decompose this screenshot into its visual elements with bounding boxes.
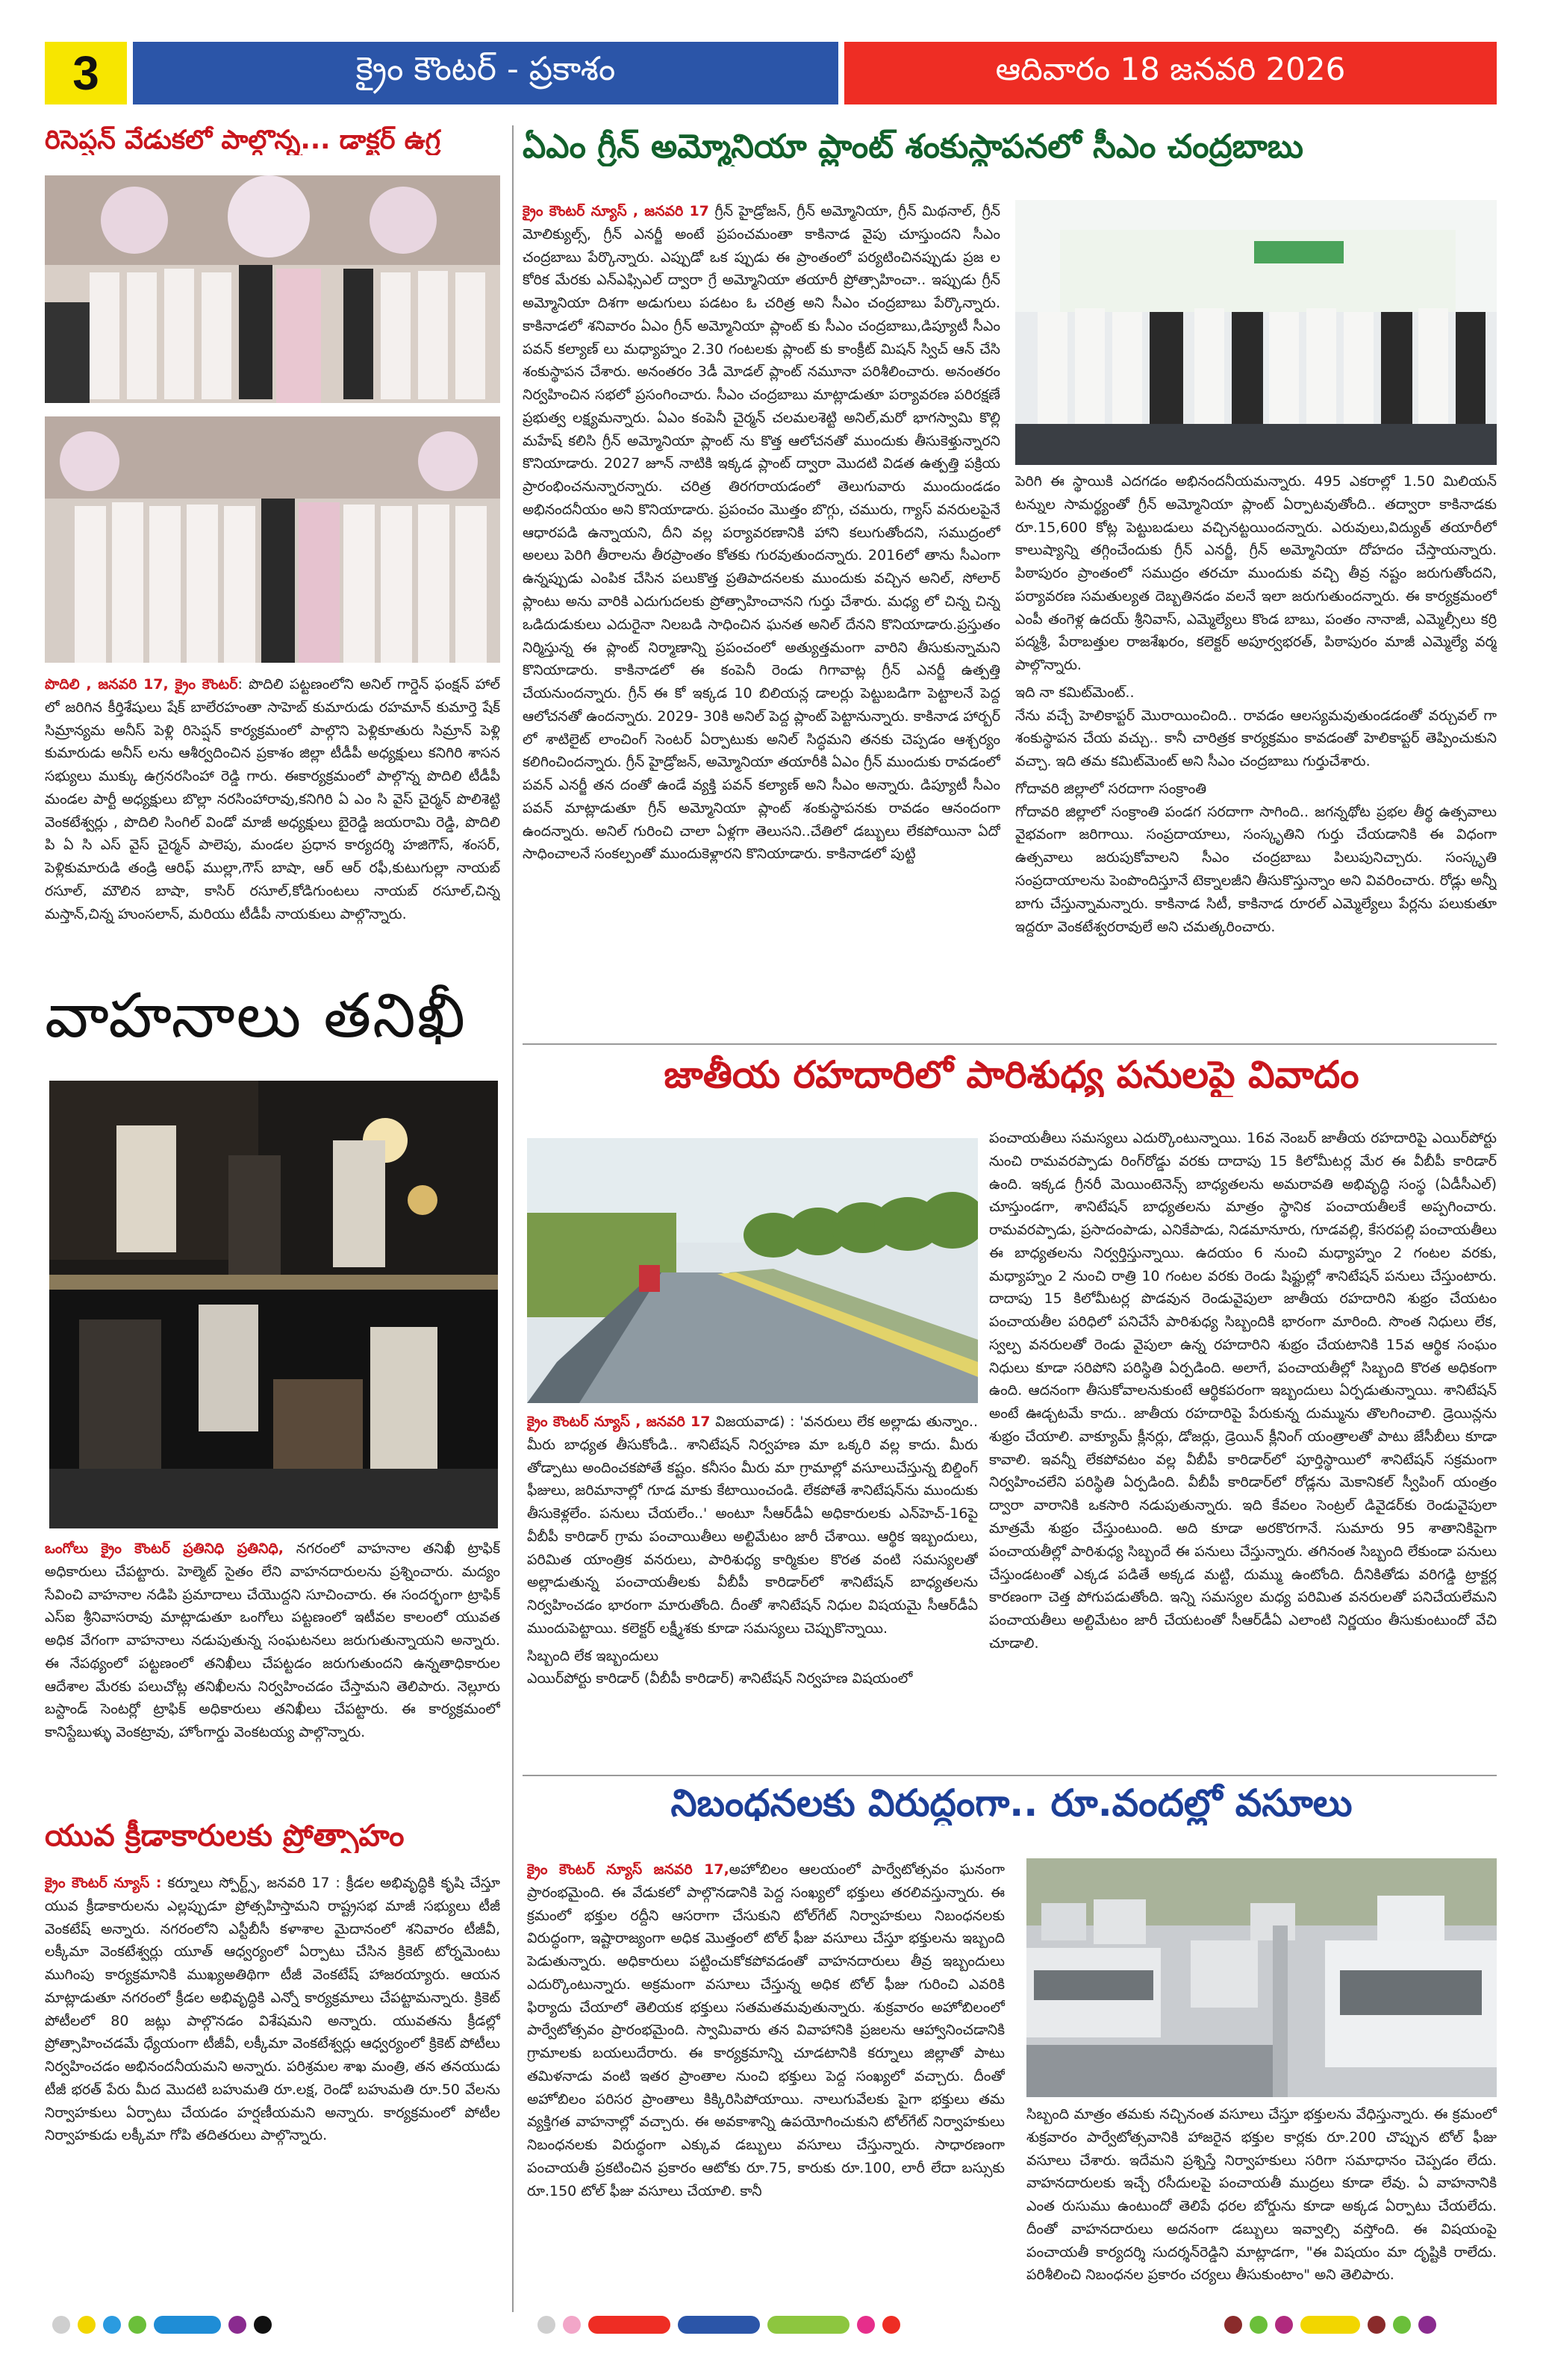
- footer-dot: [78, 2316, 96, 2334]
- vehicle-check-photo: [49, 1081, 498, 1528]
- footer-dot: [882, 2316, 900, 2334]
- vehicle-check-body: నగరంలో వాహనాల తనిఖీ ట్రాఫిక్ అధికారులు చేపట్టారు. హెల్మెట్ సైతం లేని వాహనదారులను ప్రశ్నించారు. మద్యం సేవించి వాహనాల నడిపి ప్రమాదాలు చేయొద్దని సూచించారు. ఈ సందర్భంగా ట్రాఫిక్ ఎస్ఐ శ్రీనివాసరావు మాట్లాడుతూ ఒంగోలు పట్టణంలో ఇటీవల కాలంలో యువత అధిక వేగంగా వాహనాలు నడుపుతున్న సంఘటనలు జరుగుతున్నాయని అన్నారు. ఈ నేపథ్యంలో పట్టణంలో తనిఖీలు చేపట్టడం జరుగుతుందని ఉన్నతాధికారుల ఆదేశాల మేరకు పలుచోట్ల తనిఖీలను నిర్వహించడం చేస్తామని తెలిపారు. నెల్లూరు బస్టాండ్ సెంటర్లో ట్రాఫిక్ అధికారులు తనిఖీలు చేపట్టారు. ఈ కార్యక్రమంలో కానిస్టేబుళ్ళు వెంకట్రావు, హోంగార్డు వెంకటయ్య పాల్గొన్నారు.: [45, 1540, 500, 1741]
- sankranti-body: గోదావరి జిల్లాలో సంక్రాంతి పండగ సరదాగా సాగింది.. జగన్నథోట ప్రభల తీర్థ ఉత్సవాలు వైభవంగా జరిగాయి. సంప్రదాయాలు, సంస్కృతిని గుర్తు చేయడానికి ఈ విధంగా ఉత్సవాలు జరుపుకోవాలని సీఎం చంద్రబాబు పిలుపునిచ్చారు. సంస్కృతి సంప్రదాయాలను పెంపొందిస్తూనే టెక్నాలజీని తీసుకొస్తున్నాం అని వివరించారు. రోడ్లు అన్నీ బాగు చేస్తున్నామన్నారు. కాకినాడ సిటీ, కాకినాడ రూరల్ ఎమ్మెల్యేలు పేర్లను పలుకుతూ ఇద్దరూ వెంకటేశ్వరరావులే అని చమత్కరించారు.: [1015, 803, 1497, 935]
- footer-dot: [1368, 2316, 1385, 2334]
- vehicle-check-headline: వాహనాలు తనిఖీ: [45, 981, 467, 1052]
- vehicle-check-article: [45, 1537, 500, 1806]
- section-divider-1: [523, 1043, 1497, 1045]
- footer-bar: [767, 2316, 850, 2334]
- ammonia-article-left: [523, 200, 1000, 1043]
- ammonia-article-right: [1015, 470, 1497, 1034]
- footer-dot: [1275, 2316, 1293, 2334]
- highway-body-left-end: ఎయిర్‌పోర్టు కారిడార్ (వీబీపీ కారిడార్) శానిటేషన్ నిర్వహణ విషయంలో: [527, 1670, 913, 1687]
- toll-article-left: [527, 1858, 1005, 2302]
- reception-photo-2: [45, 416, 500, 663]
- toll-photo: [1026, 1858, 1497, 2097]
- sankranti-heading: గోదావరి జిల్లాలో సరదాగా సంక్రాంతి: [1015, 780, 1207, 797]
- highway-headline: జాతీయ రహదారిలో పారిశుధ్య పనులపై వివాదం: [664, 1054, 1359, 1096]
- footer-color-strip-left: [52, 2314, 500, 2336]
- youth-sports-headline: యువ క్రీడాకారులకు ప్రోత్సాహం: [45, 1819, 405, 1853]
- youth-sports-body: కర్నూలు స్పోర్ట్స్, జనవరి 17 : క్రీడల అభివృద్ధికి కృషి చేస్తూ యువ క్రీడాకారులను ఎల్లప్పుడూ ప్రోత్సహిస్తామని రాష్ట్రసభ మాజీ సభ్యులు టీజీ వెంకటేష్ అన్నారు. నగరంలోని ఎస్టీబీసీ కళాశాల మైదానంలో శనివారం టీజీవీ, లక్కీమా వెంకటేశ్వర్లు యూత్ ఆధ్వర్యంలో ఏర్పాటు చేసిన క్రికెట్ టోర్నమెంటు ముగింపు కార్యక్రమానికి ముఖ్యఅతిథిగా టీజీ వెంకటేష్ హాజరయ్యారు. ఆయన మాట్లాడుతూ నగరంలో క్రీడల అభివృద్ధికి ఎన్నో కార్యక్రమాలు చేపట్టామన్నారు. క్రికెట్ పోటీలలో 80 జట్లు పాల్గొనడం విశేషమని అన్నారు. యువతను క్రీడల్లో ప్రోత్సాహించడమే ధ్యేయంగా టీజీవీ, లక్కీమా వెంకటేశ్వర్లు ఆధ్వర్యంలో క్రికెట్ పోటీలు నిర్వహించడం అభినందనీయమని అన్నారు. పరిశ్రమల శాఖ మంత్రి, తన తనయుడు టీజీ భరత్ పేరు మీద మొదటి బహుమతి రూ.లక్ష, రెండో బహుమతి రూ.50 వేలను నిర్వాహకులు ఏర్పాటు చేయడం హర్షణీయమని అన్నారు. కార్యక్రమంలో పోటీల నిర్వాహకుడు లక్కీమా గోపి తదితరులు పాల్గొన్నారు.: [45, 1875, 500, 2144]
- footer-dot: [228, 2316, 246, 2334]
- footer-dot: [537, 2316, 555, 2334]
- highway-article-right: [989, 1127, 1497, 1765]
- reception-photo-1: [45, 175, 500, 403]
- ammonia-dateline: క్రైం కౌంటర్ న్యూస్ , జనవరి 17: [523, 203, 709, 219]
- reception-body: : పొదిలి పట్టణంలోని అనిల్ గార్డెన్ ఫంక్షన్ హాల్ లో జరిగిన కీర్తిశేషులు షేక్ బాలేరహంతా సాహెబ్ కుమారుడు రహమాన్ కుమార్తె షేక్ సిమ్రాన్యమ అనీస్ పెళ్లి రిసెప్షన్ కార్యక్రమంలో పాల్గొని పెళ్లికూతురు సిమ్రాన్ పెళ్లి కుమారుడు అనీస్ లను ఆశీర్వదించిన ప్రకాశం జిల్లా టీడీపీ అధ్యక్షులు కనిగిరి శాసన సభ్యులు ముక్కు ఉగ్రనరసింహా రెడ్డి గారు. ఈకార్యక్రమంలో పాల్గొన్న పొదిలి టీడీపీ మండల పార్టీ అధ్యక్షులు బొల్లా నరసింహారావు,కనిగిరి ఏ ఎం సి వైస్ చైర్మన్ పొలిశెట్టి వెంకటేశ్వర్లు , పొదిలి సింగిల్ విండో మాజీ అధ్యక్షులు బైరెడ్డి జయరామి రెడ్డి, పొదిలి పి ఏ సి ఎస్ వైస్ చైర్మన్ పాలెపు, మండల ప్రధాన కార్యదర్శి హజిగౌస్, శంసర్, పెళ్లికుమారుడి తండ్రి ఆరిఫ్ ముల్లా,గౌస్ బాషా, ఆర్ ఆర్ రఫీ,కుటుగుల్లా నాయబ్ రసూల్, మౌలిన బాషా, కాసిర్ రసూల్,కోడిగుంటలు నాయబ్ రసూల్,చిన్న మస్తాన్,చిన్న హుంసలాన్, మరియు టీడీపీ నాయకులు పాల్గొన్నారు.: [45, 676, 500, 922]
- footer-color-strip-right: [1224, 2314, 1500, 2336]
- ammonia-body-left: గ్రీన్ హైడ్రోజన్, గ్రీన్ అమ్మోనియా, గ్రీన్ మిథనాల్, గ్రీన్ మోలిక్యుల్స్, గ్రీన్ ఎనర్జీ అంటే ప్రపంచమంతా కాకినాడ వైపు చూస్తుందని సీఎం చంద్రబాబు పేర్కొన్నారు. ఎప్పుడో ఒక ప్పుడు ఈ ప్రాంతంలో పర్యటించినప్పుడు ప్రజ ల కోరిక మేరకు ఎన్ఎఫ్సిఎల్ ద్వారా గ్రే అమ్మోనియా తయారీ ప్రోత్సాహించా.. ఇప్పుడు గ్రీన్ అమ్మోనియా దిశగా అడుగులు పడటం ఓ చరిత్ర అని సీఎం చంద్రబాబు పేర్కొన్నారు. కాకినాడలో శనివారం ఏఎం గ్రీన్ అమ్మోనియా ప్లాంట్ కు సీఎం చంద్రబాబు,డిప్యూటీ సీఎం పవన్ కల్యాణ్ లు మధ్యాహ్నం 2.30 గంటలకు ప్లాంట్ కు కాంక్రీట్ మిషన్ స్విచ్ ఆన్ చేసి శంకుస్థాపన చేశారు. అనంతరం 3డీ మోడల్ ప్లాంట్ నమూనా పరిశీలించారు. అనంతరం నిర్వహించిన సభలో ప్రసంగించారు. సీఎం చంద్రబాబు మాట్లాడుతూ పర్యావరణ పరిరక్షణే ప్రభుత్వ లక్ష్యమన్నారు. ఏఎం కంపెనీ చైర్మన్ చలమలశెట్టి అనిల్,మరో భాగస్వామి కొల్లి మహేష్ కలిసి గ్రీన్ అమ్మోనియా ప్లాంట్ ను కొత్త ఆలోచనతో ముందుకు తీసుకెళ్తున్నారని కొనియాడారు. 2027 జూన్ నాటికి ఇక్కడ ప్లాంట్ ద్వారా మొదటి విడత ఉత్పత్తి పక్రియ ప్రారంభించనున్నారన్నారు. చరిత్ర తిరగరాయడంలో తెలుగువారు ముందుండడం అభినందనీయం అని కొనియాడారు. ప్రపంచం మొత్తం బొగ్గు, చమురు, గ్యాస్ వనరులపైనే ఆధారపడి ఉన్నాయని, దీని వల్ల పర్యావరణానికి హాని కలుగుతోందని, సముద్రంలో అలలు పెరిగి తీరాలను తీరప్రాంతం కోతకు గురవుతుందన్నారు. 2016లో తాను సీఎంగా ఉన్నప్పుడు ఎంపిక చేసిన పలుకొత్త ప్రతిపాదనలకు ముందుకు వచ్చిన అనిల్, సోలార్ ప్లాంటు అను వారికి ఎదుగుదలకు ప్రోత్సాహించానని గుర్తు చేశారు. మధ్య లో చిన్న చిన్న ఒడిదుడుకులు ఎదురైనా నిలబడి సాధించిన ఘనత అనిల్ దేనని కొనియాడారు.ప్రస్తుతం నిర్మిస్తున్న ఈ ప్లాంట్ నిర్మాణాన్ని ప్రపంచంలో అత్యుత్తమంగా వారిని తీసుకున్నామని కొనియాడారు. కాకినాడలో ఈ కంపెనీ రెండు గిగావాట్ల గ్రీన్ ఎనర్జీ ఉత్పత్తి చేయనుందన్నారు. గ్రీన్ ఈ కో ఇక్కడ 10 బిలియన్ల డాలర్లు పెట్టుబడిగా పెట్టాలనే పెద్ద ఆలోచనతో ఉందన్నారు. 2029- 30కి అనిల్ పెద్ద ప్లాంట్ పెట్టానున్నారు. కాకినాడ హార్బర్ లో శాటిలైట్ లాంచింగ్ సెంటర్ ఏర్పాటుకు అనిల్ సిద్ధమని తనకు చెప్పడం ఆశ్చర్యం కలిగించిందన్నారు. గ్రీన్ హైడ్రోజన్, అమ్మోనియా తయారీకి ఏఎం గ్రీన్ ముందుకు రావడంలో పవన్ ఎనర్జీ తన దంతో ఉండే వ్యక్తి పవన్ కల్యాణ్ అని సీఎం అన్నారు. డిప్యూటీ సీఎం పవన్ మాట్లాడుతూ గ్రీన్ అమ్మోనియా ప్లాంట్ శంకుస్థాపనకు రావడం ఆనందంగా ఉందన్నారు. అనిల్ గురించి చాలా ఏళ్లగా తెలుసని..చేతిలో డబ్బులు లేకపోయినా ఏదో సాధించాలనే సంకల్పంతో ముందుకెళ్లారని కొనియాడారు. కాకినాడలో పుట్టి: [523, 203, 1000, 863]
- footer-bar: [1300, 2316, 1360, 2334]
- footer-dot: [103, 2316, 121, 2334]
- footer-color-strip-middle: [537, 2314, 985, 2336]
- footer-dot: [254, 2316, 272, 2334]
- footer-bar: [154, 2316, 221, 2334]
- highway-body-right: పంచాయతీలు సమస్యలు ఎదుర్కొంటున్నాయి. 16వ నెంబర్ జాతీయ రహదారిపై ఎయిర్‌పోర్టు నుంచి రామవరప్పాడు రింగ్‌రోడ్డు వరకు దాదాపు 15 కిలోమీటర్ల మేర ఈ వీబీపీ కారిడార్ ఉంది. ఇక్కడ గ్రీనరీ మెయింటెనెన్స్ బాధ్యతలను అమరావతి అభివృద్ధి సంస్థ (ఏడీసీఎల్) చూస్తుండగా, శానిటేషన్ బాధ్యతలను మాత్రం స్థానిక పంచాయతీలకే అప్పగించారు. రామవరప్పాడు, ప్రసాదంపాడు, ఎనికేపాడు, నిడమానూరు, గూడవల్లి, కేసరపల్లి పంచాయతీలు ఈ బాధ్యతలను నిర్వర్తిస్తున్నాయి. ఉదయం 6 నుంచి మధ్యాహ్నం 2 గంటల వరకు, మధ్యాహ్నం 2 నుంచి రాత్రి 10 గంటల వరకు రెండు షిఫ్టుల్లో శానిటేషన్ పనులు చేస్తుంటారు. దాదాపు 15 కిలోమీటర్ల పొడవున రెండువైపులా జాతీయ రహదారిని శుభ్రం చేయటం పంచాయతీల పరిధిలో పనిచేసే పారిశుధ్య సిబ్బందికి భారంగా మారింది. సొంత నిధులు లేక, స్వల్ప వనరులతో రెండు వైపులా ఉన్న రహదారిని శుభ్రం చేయటానికి 15వ ఆర్థిక సంఘం నిధులు కూడా సరిపోని పరిస్థితి ఏర్పడింది. అలాగే, పంచాయతీల్లో సిబ్బంది కొరత అధికంగా ఉంది. ఆదనంగా తీసుకోవాలనుకుంటే ఆర్థికపరంగా ఇబ్బందులు ఏర్పడుతున్నాయి. శానిటేషన్ అంటే ఊడ్చటమే కాదు.. జాతీయ రహదారిపై పేరుకున్న దుమ్మును తొలగించాలి. డ్రెయిన్లను శుభ్రం చేయాలి. వాక్యూమ్ క్లీనర్లు, డోజర్లు, డ్రెయిన్ క్లీనింగ్ యంత్రాలతో పాటు జేసీబీలు కూడా కావాలి. ఇవన్నీ లేకపోవటం వల్ల వీబీపీ కారిడార్‌లో పూర్తిస్థాయిలో శానిటేషన్ సక్రమంగా నిర్వహించలేని పరిస్థితి ఏర్పడింది. వీబీపీ కారిడార్‌లో రోడ్లను మెకానికల్ స్వీపింగ్ యంత్రం ద్వారా వారానికి ఒకసారి నడుపుతున్నారు. ఇది కేవలం సెంట్రల్ డివైడర్‌కు రెండువైపులా మాత్రమే శుభ్రం చేస్తుంటుంది. అది కూడా అరకొరగానే. సుమారు 95 శాతానికిపైగా పంచాయతీల్లో పారిశుధ్య సిబ్బందే ఈ పనులు చేస్తున్నారు. తగినంత సిబ్బంది లేకుండా పనులు చేస్తుండటంతో ఎక్కడ పడితే అక్కడ మట్టి, దుమ్ము ఉంటోంది. దీనికితోడు వరిగడ్డి ట్రాక్టర్ల కారణంగా చెత్త పోగుపడుతోంది. ఇన్ని సమస్యల మధ్య పరిమిత వనరులతో పనిచేయలేమని పంచాయతీలు అల్టిమేటం జారీ చేయటంతో సీఆర్‌డీఏ ఎలాంటి నిర్ణయం తీసుకుంటుందో వేచి చూడాలి.: [989, 1130, 1497, 1652]
- highway-subheading: సిబ్బంది లేక ఇబ్బందులు: [527, 1647, 659, 1664]
- footer-bar: [588, 2316, 670, 2334]
- commitment-heading: ఇది నా కమిట్‌మెంట్..: [1015, 684, 1135, 701]
- reception-dateline: పొదిలి , జనవరి 17, క్రైం కౌంటర్: [45, 676, 238, 693]
- ammonia-body-right: పెరిగి ఈ స్థాయికి ఎదగడం అభినందనీయమన్నారు. 495 ఎకరాల్లో 1.50 మిలియన్ టన్నుల సామర్థ్యంతో గ్రీన్ అమ్మోనియా ప్లాంట్ ఏర్పాటవుతోంది.. తద్వారా కాకినాడకు రూ.15,600 కోట్ల పెట్టుబడులు వచ్చినట్టయిందన్నారు. ఎరువులు,విద్యుత్ తయారీలో కాలుష్యాన్ని తగ్గించేందుకు గ్రీన్ ఎనర్జీ, గ్రీన్ అమ్మోనియా దోహదం చేస్తాయన్నారు. పిఠాపురం ప్రాంతంలో సముద్రం తరచూ ముందుకు వచ్చి తీవ్ర నష్టం జరుగుతోందని, పర్యావరణ సమతుల్యత దెబ్బతినడం వలనే ఇలా జరుగుతుందన్నారు. ఈ కార్యక్రమంలో ఎంపీ తంగెళ్ల ఉదయ్ శ్రీనివాస్, ఎమ్మెల్యేలు కొండ బాబు, పంతం నానాజీ, ఎమ్మెల్సీలు కర్రి పద్మశ్రీ, పేరాబత్తుల రాజశేఖరం, కలెక్టర్ అపూర్వభరత్, పిఠాపురం మాజీ ఎమ్మెల్యే వర్మ పాల్గొన్నారు.: [1015, 473, 1497, 674]
- column-divider: [512, 125, 514, 2312]
- youth-sports-dateline: క్రైం కౌంటర్ న్యూస్ :: [45, 1875, 162, 1891]
- footer-dot: [128, 2316, 146, 2334]
- issue-date: ఆదివారం 18 జనవరి 2026: [844, 42, 1497, 104]
- footer-dot: [857, 2316, 875, 2334]
- toll-body-left: అహోబిలం ఆలయంలో పార్వేటోత్సవం ఘనంగా ప్రారంభమైంది. ఈ వేడుకలో పాల్గొనడానికి పెద్ద సంఖ్యలో భక్తులు తరలివస్తున్నారు. ఈ క్రమంలో భక్తుల రద్దీని ఆసరాగా చేసుకుని టోల్‌గేట్ నిర్వాహకులు నిబంధనలకు విరుద్ధంగా, ఇష్టారాజ్యంగా అధిక మొత్తంలో టోల్ ఫీజు వసూలు చేస్తూ భక్తులను ఇబ్బంది పెడుతున్నారు. అధికారులు పట్టించుకోకపోవడంతో వాహనదారులు తీవ్ర ఇబ్బందులు ఎదుర్కొంటున్నారు. అక్రమంగా వసూలు చేస్తున్న అధిక టోల్ ఫీజు గురించి ఎవరికి ఫిర్యాదు చేయాలో తెలియక భక్తులు సతమతమవుతున్నారు. శుక్రవారం అహోబిలంలో పార్వేటోత్సవం ప్రారంభమైంది. స్వామివారు తన వివాహానికి ప్రజలను ఆహ్వానించడానికి గ్రామాలకు బయలుదేరారు. ఈ కార్యక్రమాన్ని చూడటానికి కర్నూలు జిల్లాతో పాటు తమిళనాడు వంటి ఇతర ప్రాంతాల నుంచి భక్తులు పెద్ద సంఖ్యలో వచ్చారు. దీంతో అహోబిలం పరిసర ప్రాంతాలు కిక్కిరిసిపోయాయి. నాలుగువేలకు పైగా భక్తులు తమ వ్యక్తిగత వాహనాల్లో వచ్చారు. ఈ అవకాశాన్ని ఉపయోగించుకుని టోల్‌గేట్ నిర్వాహకులు నిబంధనలకు విరుద్ధంగా ఎక్కువ డబ్బులు వసూలు చేస్తున్నారు. సాధారణంగా పంచాయతీ ప్రకటించిన ప్రకారం ఆటోకు రూ.75, కారుకు రూ.100, లారీ లేదా బస్సుకు రూ.150 టోల్ ఫీజు వసూలు చేయాలి. కానీ: [527, 1861, 1005, 2199]
- reception-article: [45, 673, 500, 972]
- footer-dot: [1393, 2316, 1411, 2334]
- ammonia-headline: ఏఎం గ్రీన్ అమ్మోనియా ప్లాంట్ శంకుస్థాపనలో సీఎం చంద్రబాబు: [523, 128, 1303, 166]
- vehicle-check-dateline: ఒంగోలు క్రైం కౌంటర్ ప్రతినిధి ప్రతినిధి,: [45, 1540, 284, 1557]
- highway-dateline: క్రైం కౌంటర్ న్యూస్ , జనవరి 17: [527, 1414, 711, 1430]
- footer-bar: [678, 2316, 760, 2334]
- youth-sports-article: [45, 1872, 500, 2301]
- ammonia-photo: [1015, 200, 1497, 465]
- section-divider-2: [523, 1775, 1497, 1776]
- footer-dot: [1418, 2316, 1436, 2334]
- commitment-body: నేను వచ్చే హెలికాప్టర్ మొరాయించింది.. రావడం ఆలస్యమవుతుండడంతో వర్చువల్ గా శంకుస్థాపన చేయ వచ్చు.. కానీ చారిత్రక కార్యక్రమం కావడంతో హెలికాప్టర్ తెప్పించుకుని వచ్చా. ఇది తమ కమిట్‌మెంట్ అని సీఎం చంద్రబాబు గుర్తుచేశారు.: [1015, 707, 1497, 770]
- footer-dot: [563, 2316, 581, 2334]
- toll-headline: నిబంధనలకు విరుద్ధంగా.. రూ.వందల్లో వసూలు: [670, 1782, 1353, 1825]
- footer-dot: [52, 2316, 70, 2334]
- footer-dot: [1250, 2316, 1268, 2334]
- toll-dateline: క్రైం కౌంటర్ న్యూస్ జనవరి 17,: [527, 1861, 729, 1878]
- reception-headline: రిసెప్షన్ వేడుకలో పాల్గొన్న... డాక్టర్ ఉగ్ర: [45, 125, 441, 155]
- masthead: [45, 42, 1497, 104]
- footer-dot: [1224, 2316, 1242, 2334]
- highway-photo: [527, 1138, 978, 1403]
- page-number: 3: [45, 42, 127, 104]
- toll-body-right: సిబ్బంది మాత్రం తమకు నచ్చినంత వసూలు చేస్తూ భక్తులను వేధిస్తున్నారు. ఈ క్రమంలో శుక్రవారం పార్వేటోత్సవానికి హాజరైన భక్తుల కార్లకు రూ.200 చొప్పున టోల్ ఫీజు వసూలు చేశారు. ఇదేమని ప్రశ్నిస్తే నిర్వాహకులు సరిగా సమాధానం చెప్పడం లేదు. వాహనదారులకు ఇచ్చే రసీదులపై పంచాయతీ ముద్రలు కూడా లేవు. ఏ వాహనానికి ఎంత రుసుము ఉంటుందో తెలిపే ధరల బోర్డును కూడా అక్కడ ఏర్పాటు చేయలేదు. దీంతో వాహనదారులు అదనంగా డబ్బులు ఇవ్వాల్సి వస్తోంది. ఈ విషయంపై పంచాయతీ కార్యదర్శి సుదర్శన్‌రెడ్డిని మాట్లాడగా, "ఈ విషయం మా దృష్టికి రాలేదు. పరిశీలించి నిబంధనల ప్రకారం చర్యలు తీసుకుంటాం" అని తెలిపారు.: [1026, 2106, 1497, 2284]
- highway-article-left: [527, 1411, 978, 1765]
- highway-body-left: విజయవాడ) : 'వనరులు లేక అల్లాడు తున్నాం.. మీరు బాధ్యత తీసుకోండి.. శానిటేషన్ నిర్వహణ మా ఒక్కరి వల్ల కాదు. మీరు తోడ్పాటు అందించకపోతే కష్టం. కనీసం మీరు మా గ్రామాల్లో వసూలుచేస్తున్న బిల్డింగ్ ఫీజులు, జరిమానాల్లో గూడ మాకు కేటాయించండి. లేకపోతే శానిటేషన్‌ను ముందుకు తీసుకెళ్లలేం. పనులు చేయలేం..' అంటూ సీఆర్‌డీఏ అధికారులకు ఎన్‌హెచ్-16పై వీబీపీ కారిడార్ గ్రామ పంచాయితీలు అల్టిమేటం జారీ చేశాయి. ఆర్థిక ఇబ్బందులు, పరిమిత యాంత్రిక వనరులు, పారిశుధ్య కార్మికుల కొరత వంటి సమస్యలతో అల్లాడుతున్న పంచాయతీలకు వీబీపీ కారిడార్‌లో శానిటేషన్ బాధ్యతలను నిర్వహించడం భారంగా మారుతోంది. దీంతో శానిటేషన్ నిధుల విషయమై సీఆర్‌డీఏ ముందుపెట్టాయి. కలెక్టర్ లక్ష్మీశకు కూడా సమస్యలు చెప్పుకొన్నాయి.: [527, 1414, 978, 1637]
- newspaper-title: క్రైం కౌంటర్ - ప్రకాశం: [133, 42, 838, 104]
- toll-article-right: [1026, 2103, 1497, 2305]
